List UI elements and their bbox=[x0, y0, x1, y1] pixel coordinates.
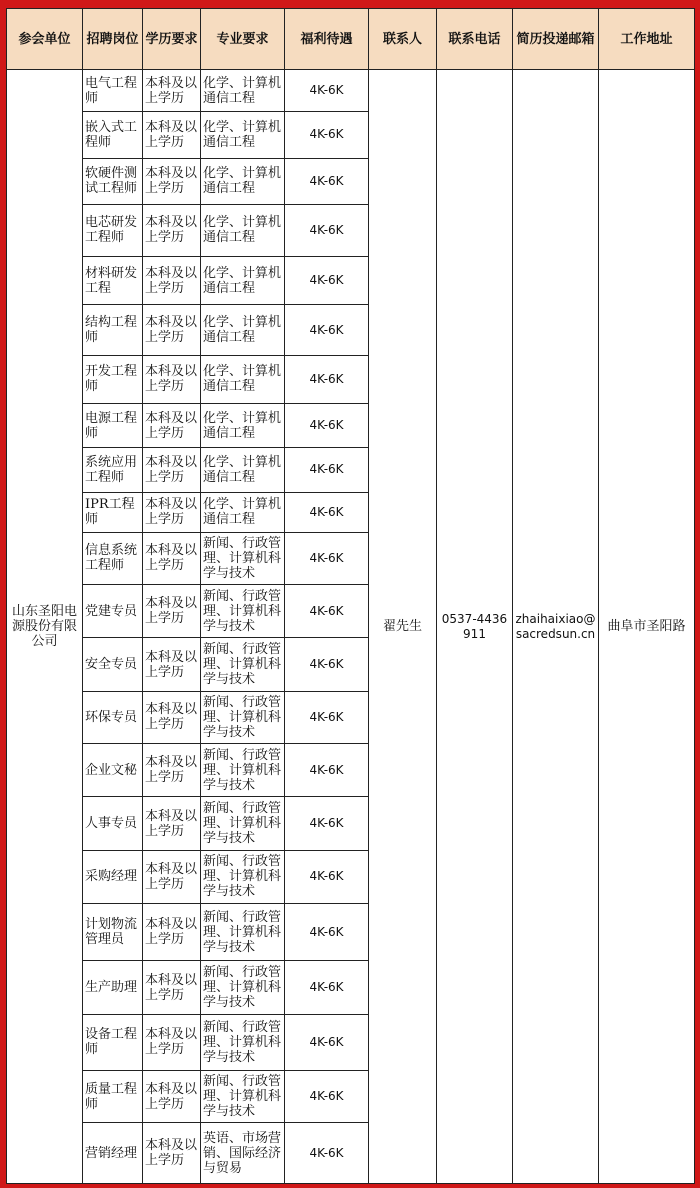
education-cell: 本科及以上学历 bbox=[143, 850, 201, 903]
major-cell: 新闻、行政管理、计算机科学与技术 bbox=[201, 961, 285, 1014]
salary-cell: 4K-6K bbox=[285, 744, 369, 797]
salary-cell: 4K-6K bbox=[285, 691, 369, 743]
education-cell: 本科及以上学历 bbox=[143, 532, 201, 584]
education-cell: 本科及以上学历 bbox=[143, 257, 201, 305]
header-email: 简历投递邮箱 bbox=[513, 9, 599, 70]
salary-cell: 4K-6K bbox=[285, 257, 369, 305]
major-cell: 新闻、行政管理、计算机科学与技术 bbox=[201, 691, 285, 743]
major-cell: 化学、计算机通信工程 bbox=[201, 257, 285, 305]
education-cell: 本科及以上学历 bbox=[143, 355, 201, 403]
major-cell: 英语、市场营销、国际经济与贸易 bbox=[201, 1123, 285, 1184]
education-cell: 本科及以上学历 bbox=[143, 1123, 201, 1184]
company-cell: 山东圣阳电源股份有限公司 bbox=[7, 70, 83, 1184]
salary-cell: 4K-6K bbox=[285, 961, 369, 1014]
major-cell: 新闻、行政管理、计算机科学与技术 bbox=[201, 850, 285, 903]
position-cell: 材料研发工程 bbox=[83, 257, 143, 305]
education-cell: 本科及以上学历 bbox=[143, 70, 201, 112]
education-cell: 本科及以上学历 bbox=[143, 448, 201, 492]
salary-cell: 4K-6K bbox=[285, 70, 369, 112]
header-salary: 福利待遇 bbox=[285, 9, 369, 70]
email-cell: zhaihaixiao@sacredsun.cn bbox=[513, 70, 599, 1184]
position-cell: 电源工程师 bbox=[83, 404, 143, 448]
salary-cell: 4K-6K bbox=[285, 1014, 369, 1070]
education-cell: 本科及以上学历 bbox=[143, 744, 201, 797]
header-row bbox=[7, 9, 695, 70]
contact-cell: 翟先生 bbox=[369, 70, 437, 1184]
header-phone: 联系电话 bbox=[437, 9, 513, 70]
education-cell: 本科及以上学历 bbox=[143, 797, 201, 850]
education-cell: 本科及以上学历 bbox=[143, 305, 201, 355]
position-cell: 营销经理 bbox=[83, 1123, 143, 1184]
header-address: 工作地址 bbox=[599, 9, 695, 70]
address-cell: 曲阜市圣阳路 bbox=[599, 70, 695, 1184]
position-cell: IPR工程师 bbox=[83, 492, 143, 532]
table-row bbox=[7, 70, 695, 112]
education-cell: 本科及以上学历 bbox=[143, 904, 201, 961]
salary-cell: 4K-6K bbox=[285, 448, 369, 492]
salary-cell: 4K-6K bbox=[285, 1123, 369, 1184]
position-cell: 结构工程师 bbox=[83, 305, 143, 355]
major-cell: 新闻、行政管理、计算机科学与技术 bbox=[201, 532, 285, 584]
education-cell: 本科及以上学历 bbox=[143, 404, 201, 448]
education-cell: 本科及以上学历 bbox=[143, 961, 201, 1014]
education-cell: 本科及以上学历 bbox=[143, 585, 201, 638]
major-cell: 化学、计算机通信工程 bbox=[201, 492, 285, 532]
education-cell: 本科及以上学历 bbox=[143, 158, 201, 204]
salary-cell: 4K-6K bbox=[285, 532, 369, 584]
page-frame bbox=[6, 8, 694, 1184]
major-cell: 新闻、行政管理、计算机科学与技术 bbox=[201, 1014, 285, 1070]
position-cell: 企业文秘 bbox=[83, 744, 143, 797]
position-cell: 软硬件测试工程师 bbox=[83, 158, 143, 204]
education-cell: 本科及以上学历 bbox=[143, 1014, 201, 1070]
phone-cell: 0537-4436911 bbox=[437, 70, 513, 1184]
position-cell: 开发工程师 bbox=[83, 355, 143, 403]
salary-cell: 4K-6K bbox=[285, 404, 369, 448]
major-cell: 新闻、行政管理、计算机科学与技术 bbox=[201, 797, 285, 850]
major-cell: 化学、计算机通信工程 bbox=[201, 70, 285, 112]
salary-cell: 4K-6K bbox=[285, 638, 369, 691]
header-company: 参会单位 bbox=[7, 9, 83, 70]
major-cell: 化学、计算机通信工程 bbox=[201, 404, 285, 448]
salary-cell: 4K-6K bbox=[285, 158, 369, 204]
salary-cell: 4K-6K bbox=[285, 204, 369, 256]
position-cell: 电芯研发工程师 bbox=[83, 204, 143, 256]
major-cell: 新闻、行政管理、计算机科学与技术 bbox=[201, 638, 285, 691]
header-position: 招聘岗位 bbox=[83, 9, 143, 70]
position-cell: 人事专员 bbox=[83, 797, 143, 850]
position-cell: 嵌入式工程师 bbox=[83, 112, 143, 158]
major-cell: 化学、计算机通信工程 bbox=[201, 305, 285, 355]
position-cell: 系统应用工程师 bbox=[83, 448, 143, 492]
position-cell: 信息系统工程师 bbox=[83, 532, 143, 584]
major-cell: 新闻、行政管理、计算机科学与技术 bbox=[201, 904, 285, 961]
education-cell: 本科及以上学历 bbox=[143, 1071, 201, 1123]
education-cell: 本科及以上学历 bbox=[143, 691, 201, 743]
salary-cell: 4K-6K bbox=[285, 585, 369, 638]
major-cell: 化学、计算机通信工程 bbox=[201, 204, 285, 256]
job-table bbox=[6, 8, 695, 1184]
position-cell: 质量工程师 bbox=[83, 1071, 143, 1123]
salary-cell: 4K-6K bbox=[285, 797, 369, 850]
position-cell: 采购经理 bbox=[83, 850, 143, 903]
major-cell: 化学、计算机通信工程 bbox=[201, 158, 285, 204]
education-cell: 本科及以上学历 bbox=[143, 204, 201, 256]
education-cell: 本科及以上学历 bbox=[143, 492, 201, 532]
major-cell: 化学、计算机通信工程 bbox=[201, 448, 285, 492]
position-cell: 生产助理 bbox=[83, 961, 143, 1014]
salary-cell: 4K-6K bbox=[285, 904, 369, 961]
position-cell: 电气工程师 bbox=[83, 70, 143, 112]
major-cell: 新闻、行政管理、计算机科学与技术 bbox=[201, 744, 285, 797]
header-education: 学历要求 bbox=[143, 9, 201, 70]
major-cell: 化学、计算机通信工程 bbox=[201, 112, 285, 158]
salary-cell: 4K-6K bbox=[285, 850, 369, 903]
position-cell: 设备工程师 bbox=[83, 1014, 143, 1070]
education-cell: 本科及以上学历 bbox=[143, 112, 201, 158]
position-cell: 安全专员 bbox=[83, 638, 143, 691]
position-cell: 计划物流管理员 bbox=[83, 904, 143, 961]
salary-cell: 4K-6K bbox=[285, 305, 369, 355]
position-cell: 环保专员 bbox=[83, 691, 143, 743]
salary-cell: 4K-6K bbox=[285, 492, 369, 532]
header-contact: 联系人 bbox=[369, 9, 437, 70]
position-cell: 党建专员 bbox=[83, 585, 143, 638]
salary-cell: 4K-6K bbox=[285, 355, 369, 403]
major-cell: 新闻、行政管理、计算机科学与技术 bbox=[201, 1071, 285, 1123]
major-cell: 化学、计算机通信工程 bbox=[201, 355, 285, 403]
major-cell: 新闻、行政管理、计算机科学与技术 bbox=[201, 585, 285, 638]
header-major: 专业要求 bbox=[201, 9, 285, 70]
salary-cell: 4K-6K bbox=[285, 112, 369, 158]
salary-cell: 4K-6K bbox=[285, 1071, 369, 1123]
education-cell: 本科及以上学历 bbox=[143, 638, 201, 691]
